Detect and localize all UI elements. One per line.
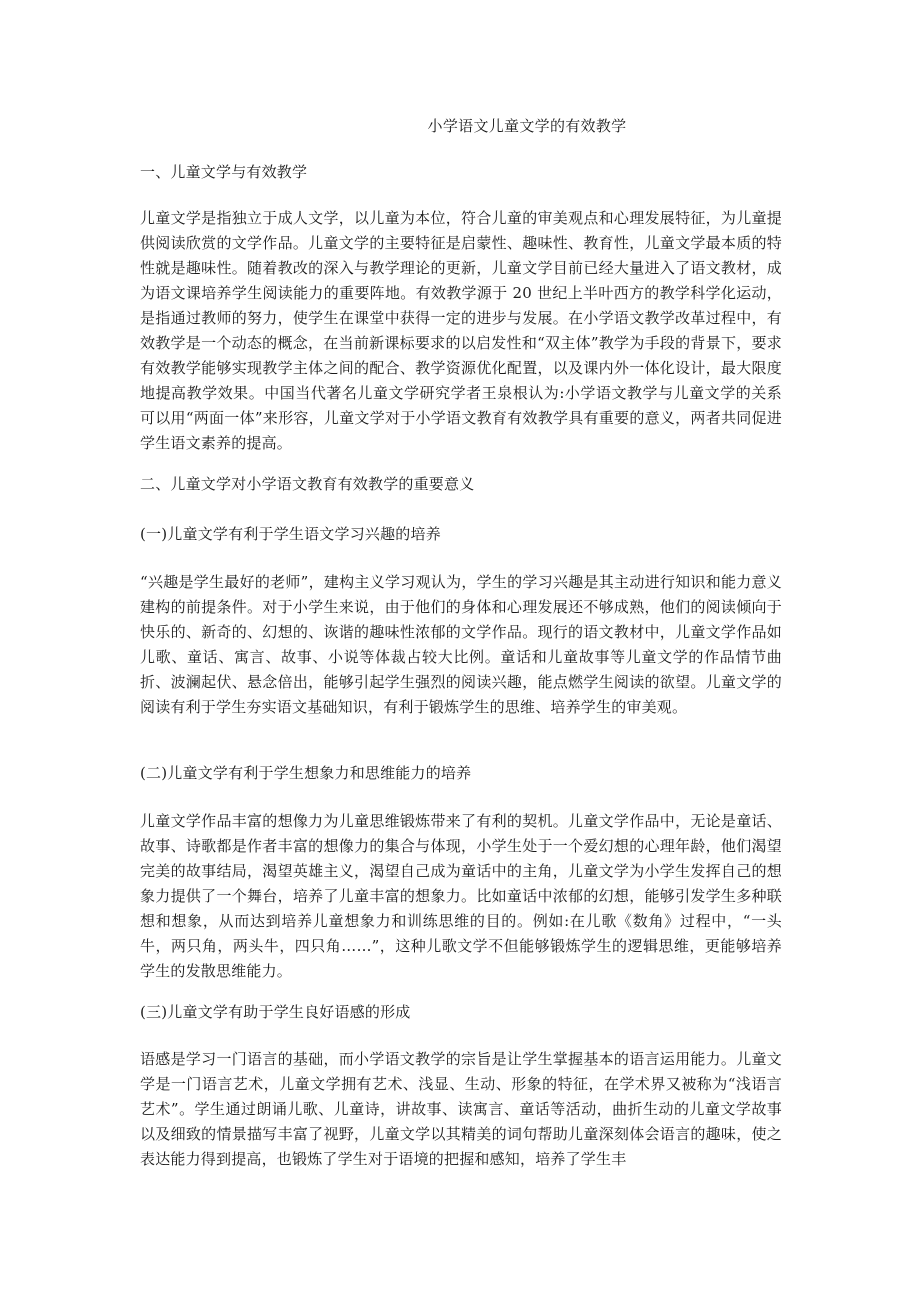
paragraph-3: 儿童文学作品丰富的想像力为儿童思维锻炼带来了有利的契机。儿童文学作品中，无论是童话、故事、诗歌都是作者丰富的想像力的集合与体现，小学生处于一个爱幻想的心理年龄，他们渴望完美的故事结局，渴望英雄主义，渴望自己成为童话中的主角，儿童文学为小学生发挥自己的想象力提供了一个舞台，培养了儿童丰富的想象力。比如童话中浓郁的幻想，能够引发学生多种联想和想象，从而达到培养儿童想象力和训练思维的目的。例如:在儿歌《数角》过程中，“一头牛，两只角，两头牛，四只角……”，这种儿歌文学不但能够锻炼学生的逻辑思维，更能够培养学生的发散思维能力。 (140, 812, 782, 980)
paragraph-2: “兴趣是学生最好的老师”，建构主义学习观认为，学生的学习兴趣是其主动进行知识和能力意义建构的前提条件。对于小学生来说，由于他们的身体和心理发展还不够成熟，他们的阅读倾向于快乐的、新奇的、幻想的、诙谐的趣味性浓郁的文学作品。现行的语文教材中，儿童文学作品如儿歌、童话、寓言、故事、小说等体裁占较大比例。童话和儿童故事等儿童文学的作品情节曲折、波澜起伏、悬念倍出，能够引起学生强烈的阅读兴趣，能点燃学生阅读的欲望。儿童文学的阅读有利于学生夯实语文基础知识，有利于锻炼学生的思维、培养学生的审美观。 (140, 573, 782, 716)
section-heading-2: 二、儿童文学对小学语文教育有效教学的重要意义 (140, 475, 475, 493)
subsection-heading-2: (二)儿童文学有利于学生想象力和思维能力的培养 (140, 764, 472, 782)
document-title: 小学语文儿童文学的有效教学 (427, 117, 627, 135)
subsection-heading-1: (一)儿童文学有利于学生语文学习兴趣的培养 (140, 525, 441, 543)
section-heading-1: 一、儿童文学与有效教学 (140, 163, 308, 181)
subsection-heading-3: (三)儿童文学有助于学生良好语感的形成 (140, 1003, 411, 1021)
paragraph-4: 语感是学习一门语言的基础，而小学语文教学的宗旨是让学生掌握基本的语言运用能力。儿童文学是一门语言艺术，儿童文学拥有艺术、浅显、生动、形象的特征，在学术界又被称为“浅语言艺术”。学生通过朗诵儿歌、儿童诗，讲故事、读寓言、童话等活动，曲折生动的儿童文学故事以及细致的情景描写丰富了视野，儿童文学以其精美的词句帮助儿童深刻体会语言的趣味，使之表达能力得到提高，也锻炼了学生对于语境的把握和感知，培养了学生丰 (140, 1050, 782, 1168)
paragraph-1: 儿童文学是指独立于成人文学，以儿童为本位，符合儿童的审美观点和心理发展特征，为儿童提供阅读欣赏的文学作品。儿童文学的主要特征是启蒙性、趣味性、教育性，儿童文学最本质的特性就是趣味性。随着教改的深入与教学理论的更新，儿童文学目前已经大量进入了语文教材，成为语文课培养学生阅读能力的重要阵地。有效教学源于 20 世纪上半叶西方的教学科学化运动，是指通过教师的努力，使学生在课堂中获得一定的进步与发展。在小学语文教学改革过程中，有效教学是一个动态的概念，在当前新课标要求的以启发性和“双主体”教学为手段的背景下，要求有效教学能够实现教学主体之间的配合、教学资源优化配置，以及课内外一体化设计，最大限度地提高教学效果。中国当代著名儿童文学研究学者王泉根认为:小学语文教学与儿童文学的关系可以用“两面一体”来形容，儿童文学对于小学语文教育有效教学具有重要的意义，两者共同促进学生语文素养的提高。 (140, 209, 782, 452)
